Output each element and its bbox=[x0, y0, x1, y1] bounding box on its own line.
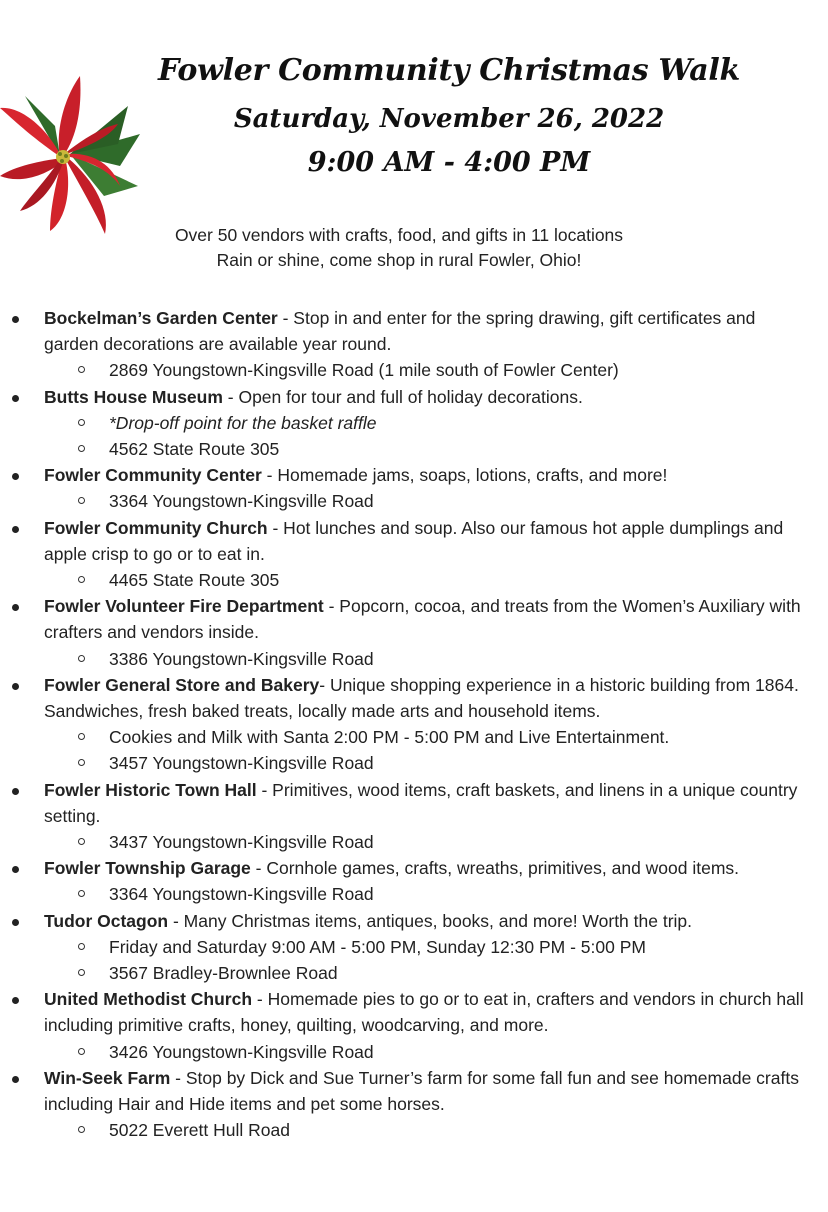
event-date: Saturday, November 26, 2022 bbox=[233, 104, 665, 134]
location-item bbox=[0, 515, 828, 567]
location-name: Fowler Township Garage bbox=[44, 858, 251, 879]
location-list bbox=[0, 305, 828, 1144]
location-detail-text: 3386 Youngstown-Kingsville Road bbox=[109, 648, 374, 669]
location-description: - Homemade jams, soaps, lotions, crafts, and more! bbox=[261, 465, 668, 486]
location-detail-text: 4465 State Route 305 bbox=[109, 570, 280, 591]
location-name: Tudor Octagon bbox=[44, 910, 169, 931]
location-detail bbox=[0, 1039, 828, 1065]
hollow-bullet-icon bbox=[78, 497, 85, 504]
location-name: Butts House Museum bbox=[44, 386, 223, 407]
location-detail bbox=[0, 960, 828, 986]
location-description: - Popcorn, cocoa, and treats from the Women’s Auxiliary with crafters and vendors inside. bbox=[44, 596, 801, 643]
location-detail bbox=[0, 488, 828, 514]
location-detail-text: 3457 Youngstown-Kingsville Road bbox=[109, 753, 374, 774]
location-detail-text: Friday and Saturday 9:00 AM - 5:00 PM, Sunday 12:30 PM - 5:00 PM bbox=[109, 936, 646, 957]
location-detail bbox=[0, 934, 828, 960]
location-name: Fowler Community Center bbox=[44, 465, 262, 486]
location-description: - Primitives, wood items, craft baskets, and linens in a unique country setting. bbox=[44, 779, 798, 826]
intro-line-2: Rain or shine, come shop in rural Fowler, Ohio! bbox=[216, 250, 582, 270]
location-description: - Homemade pies to go or to eat in, crafters and vendors in church hall including primitive crafts, honey, quilting, woodcarving, and more. bbox=[44, 989, 804, 1036]
location-item bbox=[0, 777, 828, 829]
location-detail-text: 4562 State Route 305 bbox=[109, 439, 280, 460]
hollow-bullet-icon bbox=[78, 419, 85, 426]
hollow-bullet-icon bbox=[78, 655, 85, 662]
location-detail-text: 3567 Bradley-Brownlee Road bbox=[109, 963, 338, 984]
location-description: - Many Christmas items, antiques, books, and more! Worth the trip. bbox=[168, 910, 693, 931]
location-item bbox=[0, 855, 828, 881]
location-detail-text: 2869 Youngstown-Kingsville Road (1 mile south of Fowler Center) bbox=[109, 360, 619, 381]
bullet-icon bbox=[12, 316, 19, 323]
bullet-icon bbox=[12, 788, 19, 795]
hollow-bullet-icon bbox=[78, 1048, 85, 1055]
location-name: Fowler Community Church bbox=[44, 517, 268, 538]
bullet-icon bbox=[12, 395, 19, 402]
location-item bbox=[0, 305, 828, 357]
location-detail-text: 3364 Youngstown-Kingsville Road bbox=[109, 491, 374, 512]
bullet-icon bbox=[12, 604, 19, 611]
location-name: United Methodist Church bbox=[44, 989, 253, 1010]
location-detail bbox=[0, 881, 828, 907]
hollow-bullet-icon bbox=[78, 969, 85, 976]
location-item bbox=[0, 593, 828, 645]
bullet-icon bbox=[12, 866, 19, 873]
hollow-bullet-icon bbox=[78, 759, 85, 766]
event-title: Fowler Community Christmas Walk bbox=[158, 53, 740, 88]
location-item bbox=[0, 908, 828, 934]
bullet-icon bbox=[12, 683, 19, 690]
bullet-icon bbox=[12, 919, 19, 926]
location-name: Fowler Volunteer Fire Department bbox=[44, 596, 324, 617]
hollow-bullet-icon bbox=[78, 890, 85, 897]
bullet-icon bbox=[12, 997, 19, 1004]
location-detail bbox=[0, 724, 828, 750]
location-description: - Cornhole games, crafts, wreaths, primitives, and wood items. bbox=[250, 858, 740, 879]
intro-line-1: Over 50 vendors with crafts, food, and gifts in 11 locations bbox=[174, 225, 624, 245]
location-description: - Stop in and enter for the spring drawing, gift certificates and garden decorations are available year round. bbox=[44, 308, 756, 355]
hollow-bullet-icon bbox=[78, 733, 85, 740]
location-detail bbox=[0, 750, 828, 776]
location-detail-text: *Drop-off point for the basket raffle bbox=[109, 412, 377, 433]
location-detail bbox=[0, 436, 828, 462]
location-detail-text: 5022 Everett Hull Road bbox=[109, 1120, 290, 1141]
bullet-icon bbox=[12, 1076, 19, 1083]
location-name: Fowler General Store and Bakery bbox=[44, 674, 320, 695]
location-detail bbox=[0, 567, 828, 593]
location-detail bbox=[0, 829, 828, 855]
location-item bbox=[0, 1065, 828, 1117]
location-description: - Unique shopping experience in a historic building from 1864. Sandwiches, fresh baked treats, locally made arts and household items. bbox=[44, 674, 799, 722]
location-detail bbox=[0, 646, 828, 672]
hollow-bullet-icon bbox=[78, 366, 85, 373]
location-detail bbox=[0, 357, 828, 383]
event-time: 9:00 AM - 4:00 PM bbox=[307, 147, 591, 178]
location-name: Win-Seek Farm bbox=[44, 1067, 171, 1088]
location-name: Bockelman’s Garden Center bbox=[44, 308, 278, 328]
location-item bbox=[0, 986, 828, 1038]
location-detail-text: Cookies and Milk with Santa 2:00 PM - 5:00 PM and Live Entertainment. bbox=[109, 727, 670, 748]
location-description: - Open for tour and full of holiday decorations. bbox=[222, 386, 583, 407]
location-description: - Hot lunches and soup. Also our famous hot apple dumplings and apple crisp to go or to eat in. bbox=[44, 517, 784, 564]
location-detail-text: 3437 Youngstown-Kingsville Road bbox=[109, 832, 374, 853]
hollow-bullet-icon bbox=[78, 943, 85, 950]
hollow-bullet-icon bbox=[78, 838, 85, 845]
hollow-bullet-icon bbox=[78, 576, 85, 583]
hollow-bullet-icon bbox=[78, 1126, 85, 1133]
location-item bbox=[0, 672, 828, 724]
location-detail bbox=[0, 1117, 828, 1143]
bullet-icon bbox=[12, 473, 19, 480]
location-detail bbox=[0, 410, 828, 436]
location-name: Fowler Historic Town Hall bbox=[44, 779, 257, 800]
hollow-bullet-icon bbox=[78, 445, 85, 452]
location-item bbox=[0, 384, 828, 410]
location-detail-text: 3426 Youngstown-Kingsville Road bbox=[109, 1041, 374, 1062]
location-description: - Stop by Dick and Sue Turner’s farm for some fall fun and see homemade crafts including Hair and Hide items and pet some horses. bbox=[44, 1067, 799, 1115]
intro bbox=[0, 223, 798, 273]
bullet-icon bbox=[12, 526, 19, 533]
location-detail-text: 3364 Youngstown-Kingsville Road bbox=[109, 884, 374, 905]
location-item bbox=[0, 462, 828, 488]
header bbox=[0, 50, 828, 180]
